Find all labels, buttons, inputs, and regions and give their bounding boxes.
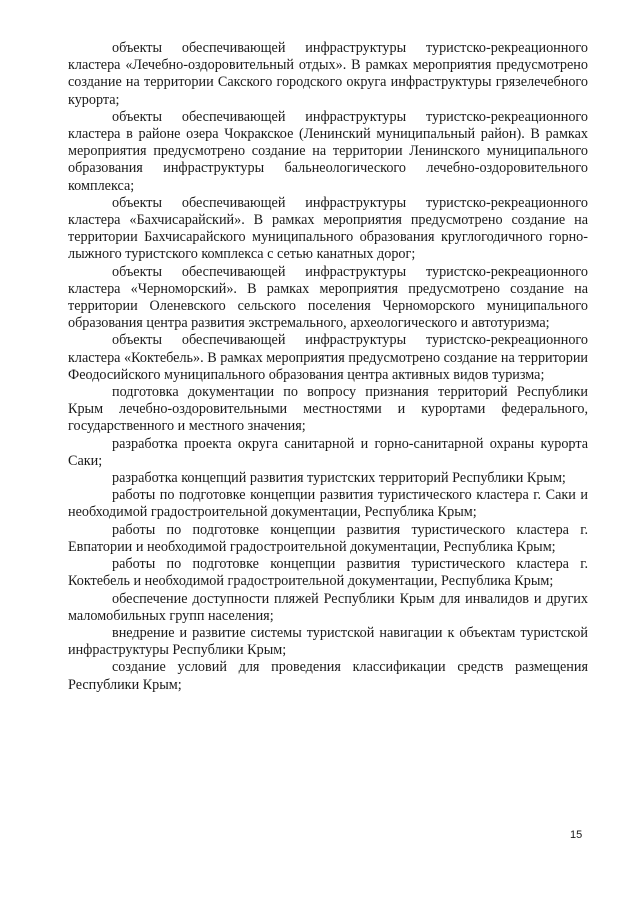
paragraph-12: обеспечение доступности пляжей Республики Крым для инвалидов и других маломобильных групп населения;: [68, 590, 588, 624]
paragraph-6: подготовка документации по вопросу признания территорий Республики Крым лечебно-оздоровительными местностями и курортами федерального, государственного и местного значения;: [68, 384, 588, 435]
paragraph-7: разработка проекта округа санитарной и горно-санитарной охраны курорта Саки;: [68, 435, 588, 469]
paragraph-2: объекты обеспечивающей инфраструктуры туристско-рекреационного кластера в районе озера Чокракское (Ленинский муниципальный район). В рамках мероприятия предусмотрено создание на территории Ленинского муниципального образования инфраструктуры бальнеологического лечебно-оздоровительного комплекса;: [68, 108, 588, 194]
paragraph-9: работы по подготовке концепции развития туристического кластера г. Саки и необходимой градостроительной документации, Республика Крым;: [68, 487, 588, 521]
paragraph-5: объекты обеспечивающей инфраструктуры туристско-рекреационного кластера «Коктебель». В рамках мероприятия предусмотрено создание на территории Феодосийского муниципального образования центра активных видов туризма;: [68, 332, 589, 383]
page-number: 15: [570, 829, 583, 841]
paragraph-8: разработка концепций развития туристских территорий Республики Крым;: [112, 470, 566, 487]
paragraph-4: объекты обеспечивающей инфраструктуры туристско-рекреационного кластера «Черноморский». В рамках мероприятия предусмотрено создание на территории Оленевского сельского поселения Черноморского муниципального образования центра развития экстремального, археологического и автотуризма;: [68, 263, 588, 332]
paragraph-3: объекты обеспечивающей инфраструктуры туристско-рекреационного кластера «Бахчисарайский». В рамках мероприятия предусмотрено создание на территории Бахчисарайского муниципального образования круглогодичного горно-лыжного туристского комплекса с сетью канатных дорог;: [68, 194, 588, 263]
paragraph-10: работы по подготовке концепции развития туристического кластера г. Евпатории и необходимой градостроительной документации, Республика Крым;: [68, 521, 588, 555]
paragraph-1: объекты обеспечивающей инфраструктуры туристско-рекреационного кластера «Лечебно-оздоровительный отдых». В рамках мероприятия предусмотрено создание на территории Сакского городского округа инфраструктуры грязелечебного курорта;: [68, 40, 588, 108]
document-body: [68, 40, 588, 694]
paragraph-13: внедрение и развитие системы туристской навигации к объектам туристской инфраструктуры Республики Крым;: [68, 624, 588, 659]
paragraph-11: работы по подготовке концепции развития туристического кластера г. Коктебель и необходимой градостроительной документации, Республика Крым;: [68, 556, 588, 590]
paragraph-14: создание условий для проведения классификации средств размещения Республики Крым;: [68, 659, 588, 693]
